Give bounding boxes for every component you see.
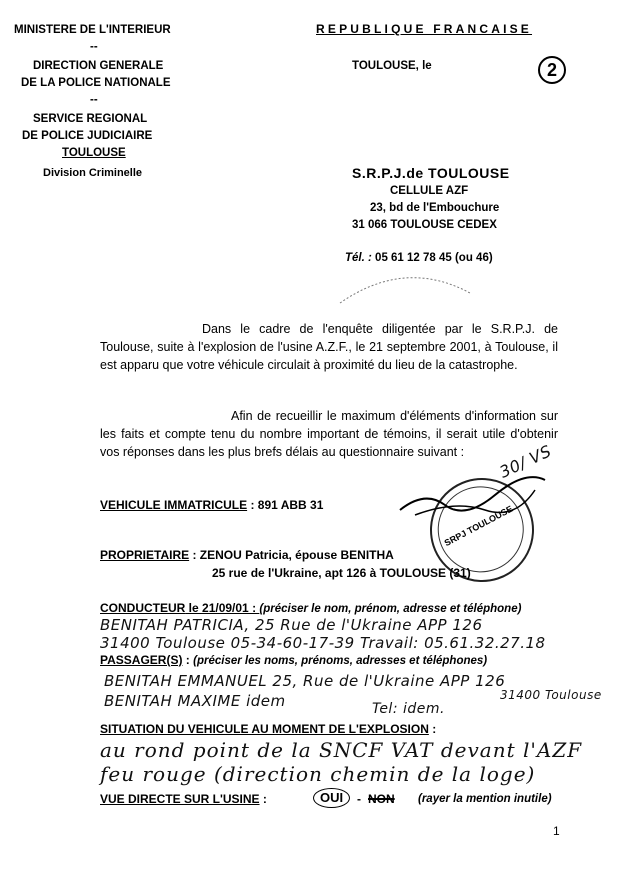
passenger-handwritten-line-1: BENITAH EMMANUEL 25, Rue de l'Ukraine APP 126 <box>104 672 506 690</box>
situation-handwritten-line-2: feu rouge (direction chemin de la loge) <box>100 762 536 786</box>
passengers-label: PASSAGER(S) <box>100 653 183 667</box>
stamp-handwritten-mark: 30/ VS <box>496 441 555 482</box>
vehicle-plate: 891 ABB 31 <box>257 498 324 512</box>
owner-address: 25 rue de l'Ukraine, apt 126 à TOULOUSE (31) <box>212 566 471 580</box>
page-number: 1 <box>553 824 560 838</box>
direct-view-instruction: (rayer la mention inutile) <box>418 793 552 805</box>
separator: -- <box>90 94 98 106</box>
direct-view-label: VUE DIRECTE SUR L'USINE <box>100 792 260 806</box>
passengers-instruction: (préciser les noms, prénoms, adresses et téléphones) <box>193 655 488 667</box>
driver-handwritten-line-1: BENITAH PATRICIA, 25 Rue de l'Ukraine APP 126 <box>100 616 483 634</box>
service-line-2: DE POLICE JUDICIAIRE <box>22 130 153 142</box>
stamp-text: SRPJ TOULOUSE <box>442 503 515 549</box>
driver-handwritten-line-2: 31400 Toulouse 05-34-60-17-39 Travail: 05.61.32.27.18 <box>100 634 546 652</box>
owner-row: PROPRIETAIRE : ZENOU Patricia, épouse BENITHA <box>100 548 394 562</box>
direct-view-row: VUE DIRECTE SUR L'USINE : <box>100 792 267 806</box>
srpj-name: S.R.P.J.de TOULOUSE <box>352 165 510 181</box>
vehicle-label: VEHICULE IMMATRICULE <box>100 498 248 512</box>
answer-non-struck: NON <box>368 792 395 806</box>
vehicle-row: VEHICULE IMMATRICULE : 891 ABB 31 <box>100 498 324 512</box>
stamp-signature-scribble <box>395 470 555 530</box>
answer-dash: - <box>357 792 361 806</box>
passenger-handwritten-tel: Tel: idem. <box>372 701 445 717</box>
situation-label: SITUATION DU VEHICULE AU MOMENT DE L'EXPLOSION <box>100 722 429 736</box>
passenger-handwritten-line-2: BENITAH MAXIME idem <box>104 692 286 710</box>
owner-name: ZENOU Patricia, épouse BENITHA <box>199 548 394 562</box>
driver-label: CONDUCTEUR <box>100 601 186 615</box>
direction-line-1: DIRECTION GENERALE <box>33 60 164 72</box>
division: Division Criminelle <box>43 167 143 179</box>
passengers-row: PASSAGER(S) : (préciser les noms, prénoms, adresses et téléphones) <box>100 653 488 667</box>
paragraph-1: Dans le cadre de l'enquête diligentée par le S.R.P.J. de Toulouse, suite à l'explosion de l'usine A.Z.F., le 21 septembre 2001, à Toulouse, il est apparu que votre véhicule circulait à proximité du lieu de la catastrophe. <box>100 322 558 372</box>
cell-name: CELLULE AZF <box>390 185 469 197</box>
service-city: TOULOUSE <box>62 147 126 159</box>
service-line-1: SERVICE REGIONAL <box>33 113 148 125</box>
faint-stamp-top <box>330 258 480 308</box>
ministry-title: MINISTERE DE L'INTERIEUR <box>14 24 171 36</box>
situation-handwritten-line-1: au rond point de la SNCF VAT devant l'AZF <box>100 738 583 762</box>
paragraph-2: Afin de recueillir le maximum d'éléments d'information sur les faits et compte tenu du nombre important de témoins, il serait utile d'obtenir vos réponses dans les plus brefs délais au questionnaire suivant : <box>100 409 558 459</box>
situation-row: SITUATION DU VEHICULE AU MOMENT DE L'EXPLOSION : <box>100 722 437 736</box>
driver-date: le 21/09/01 : <box>185 601 260 615</box>
page-mark-circle: 2 <box>538 56 566 84</box>
street-address: 23, bd de l'Embouchure <box>370 202 500 214</box>
passenger-handwritten-city: 31400 Toulouse <box>500 688 602 702</box>
driver-row <box>100 601 521 615</box>
owner-label: PROPRIETAIRE <box>100 548 190 562</box>
postal-address: 31 066 TOULOUSE CEDEX <box>352 219 497 231</box>
tel-value: 05 61 12 78 45 (ou 46) <box>375 252 493 264</box>
republic-title: REPUBLIQUE FRANCAISE <box>316 22 533 36</box>
tel-label: Tél. : <box>345 252 372 264</box>
direction-line-2: DE LA POLICE NATIONALE <box>21 77 171 89</box>
answer-oui-circled: OUI <box>313 788 350 808</box>
driver-instruction: (préciser le nom, prénom, adresse et téléphone) <box>259 603 522 615</box>
place-date: TOULOUSE, le <box>352 60 432 72</box>
separator: -- <box>90 41 98 53</box>
